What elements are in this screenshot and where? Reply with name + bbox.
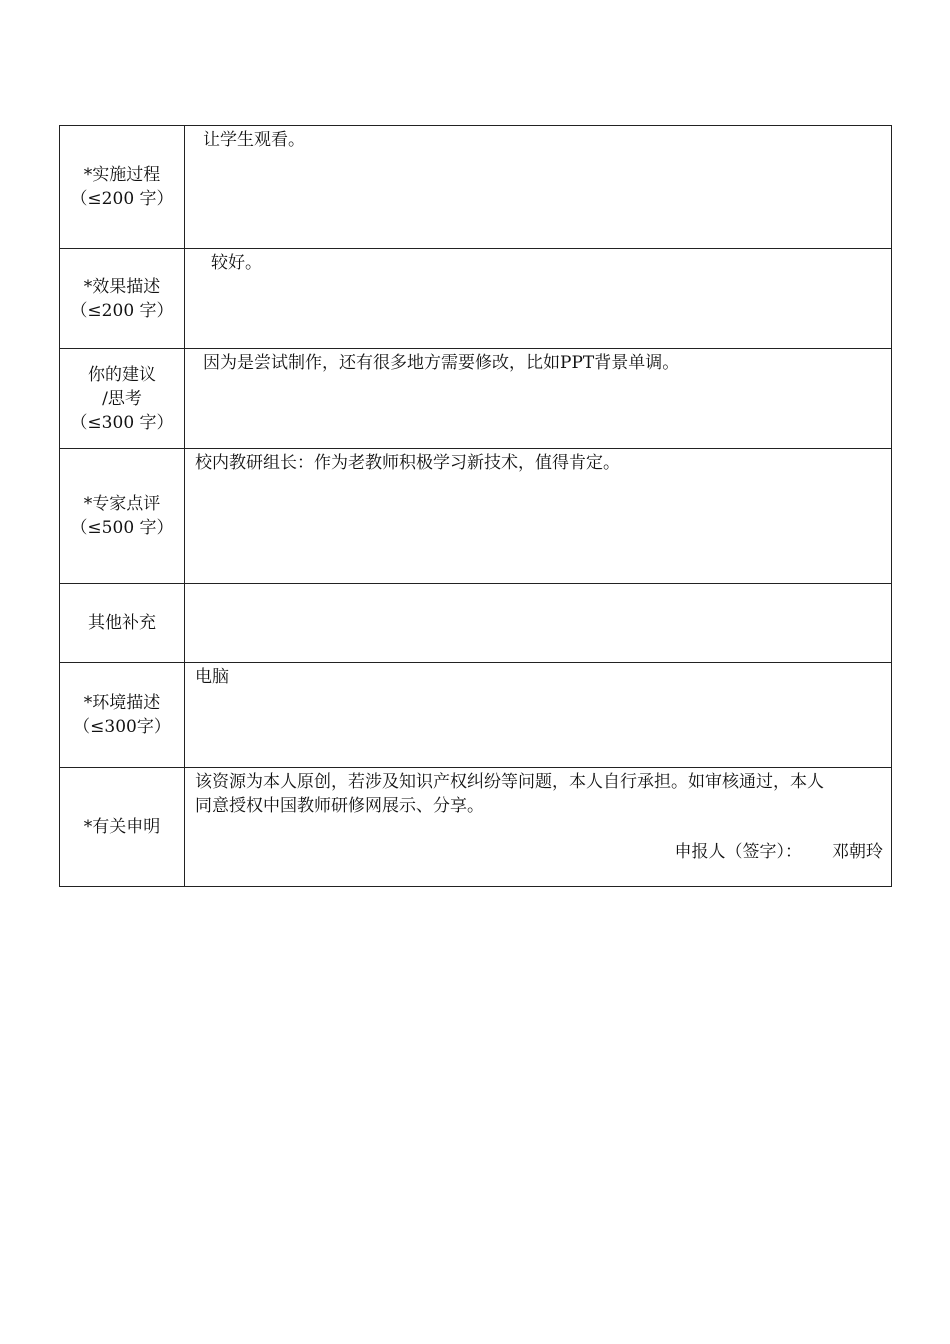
content-suggestions: [185, 349, 892, 449]
content-expert-review: [185, 449, 892, 584]
label-title: 其他补充: [88, 613, 156, 633]
content-environment-description: [185, 663, 892, 768]
label-title: *专家点评: [83, 494, 161, 514]
label-title: 你的建议: [87, 364, 156, 385]
row-other-supplement: [60, 584, 892, 663]
content-text: 因为是尝试制作，还有很多地方需要修改，比如PPT背景单调。: [203, 353, 680, 373]
label-limit: （≤300 字）: [70, 412, 174, 433]
row-environment-description: [60, 663, 892, 768]
content-implementation-process: [185, 126, 892, 249]
declaration-line-2: 同意授权中国教师研修网展示、分享。: [195, 796, 484, 816]
label-limit: （≤500 字）: [70, 518, 174, 538]
signature-name: 邓朝玲: [832, 842, 883, 862]
label-effect-description: [60, 249, 185, 349]
label-implementation-process: [60, 126, 185, 249]
row-effect-description: [60, 249, 892, 349]
content-other-supplement: [185, 584, 892, 663]
label-limit: （≤300字）: [73, 717, 171, 737]
label-subtitle: /思考: [102, 388, 142, 409]
label-title: *效果描述: [83, 276, 161, 297]
label-title: *环境描述: [83, 693, 161, 713]
application-form-table: [59, 125, 892, 887]
label-expert-review: [60, 449, 185, 584]
signature-label: 申报人（签字）：: [674, 842, 802, 862]
content-text: 较好。: [211, 253, 262, 273]
row-declaration: [60, 768, 892, 887]
declaration-line-1: 该资源为本人原创，若涉及知识产权纠纷等问题，本人自行承担。如审核通过，本人: [195, 772, 824, 792]
content-text: 让学生观看。: [203, 130, 305, 150]
label-declaration: [60, 768, 185, 887]
content-declaration: [185, 768, 892, 887]
row-implementation-process: [60, 126, 892, 249]
label-title: *实施过程: [83, 165, 161, 185]
label-title: *有关申明: [83, 817, 161, 837]
row-expert-review: [60, 449, 892, 584]
label-other-supplement: [60, 584, 185, 663]
content-text: 校内教研组长：作为老教师积极学习新技术，值得肯定。: [195, 453, 620, 473]
signature-line: [195, 840, 883, 864]
content-text: 电脑: [195, 667, 229, 687]
label-limit: （≤200 字）: [70, 300, 174, 321]
label-limit: （≤200 字）: [70, 189, 174, 209]
content-effect-description: [185, 249, 892, 349]
row-suggestions: [60, 349, 892, 449]
label-suggestions: [60, 349, 185, 449]
label-environment-description: [60, 663, 185, 768]
